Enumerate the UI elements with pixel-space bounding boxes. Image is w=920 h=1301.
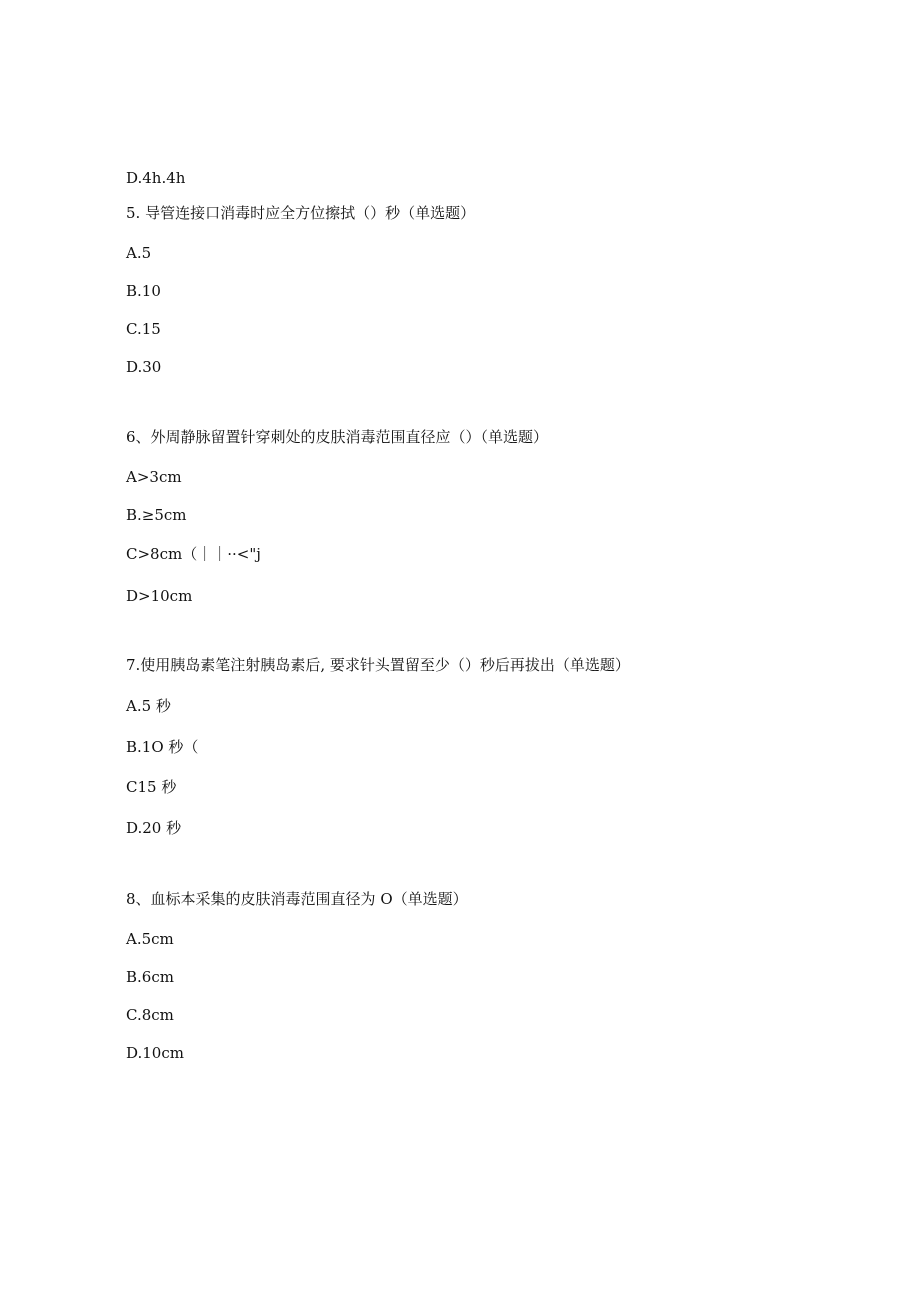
q4-option-d: D.4h.4h [126, 169, 186, 187]
q5-option-c: C.15 [126, 320, 161, 338]
q6-option-b: B.≥5cm [126, 506, 187, 524]
q7-option-a: A.5 秒 [126, 697, 171, 715]
q6-question: 6、外周静脉留置针穿刺处的皮肤消毒范围直径应（）（单选题） [126, 428, 549, 446]
q8-question: 8、血标本采集的皮肤消毒范围直径为 O（单选题） [126, 890, 468, 908]
q5-option-a: A.5 [126, 244, 152, 262]
q7-option-c: C15 秒 [126, 778, 177, 796]
q7-option-b: B.1O 秒（ [126, 738, 199, 756]
q7-question: 7.使用胰岛素笔注射胰岛素后, 要求针头置留至少（）秒后再拔出（单选题） [126, 656, 630, 674]
q5-option-d: D.30 [126, 358, 162, 376]
q8-option-b: B.6cm [126, 968, 174, 986]
q6-option-d: D>10cm [126, 587, 193, 605]
q8-option-d: D.10cm [126, 1044, 184, 1062]
q8-option-a: A.5cm [126, 930, 174, 948]
q7-option-d: D.20 秒 [126, 819, 182, 837]
q6-option-c: C>8cm（｜｜··<"j [126, 545, 261, 563]
q6-option-a: A>3cm [126, 468, 182, 486]
q8-option-c: C.8cm [126, 1006, 174, 1024]
q5-question: 5. 导管连接口消毒时应全方位擦拭（）秒（单选题） [126, 204, 476, 222]
q5-option-b: B.10 [126, 282, 161, 300]
